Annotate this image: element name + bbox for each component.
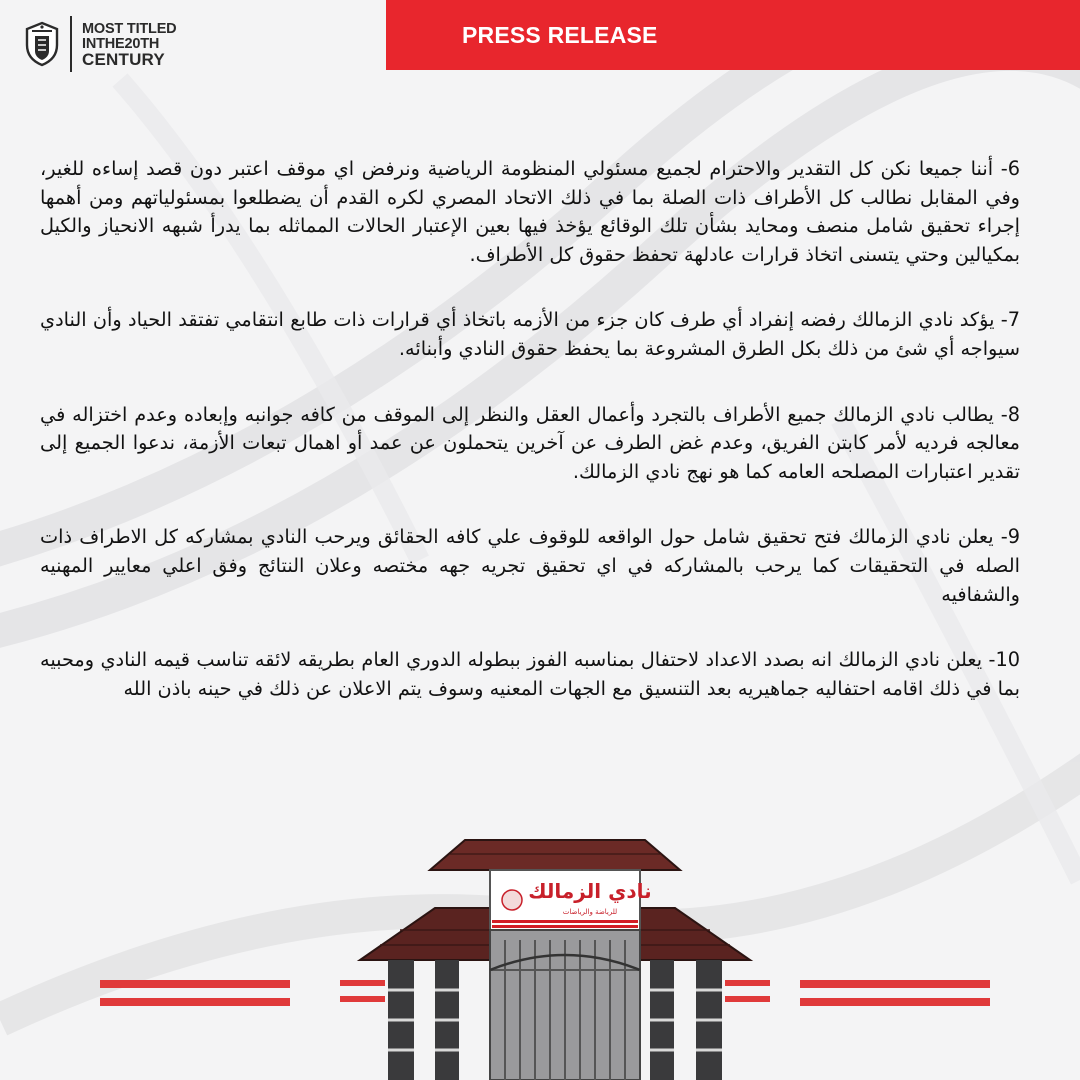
- paragraph-number: 9-: [1000, 525, 1020, 549]
- paragraph-text: يطالب نادي الزمالك جميع الأطراف بالتجرد وأعمال العقل والنظر إلى الموقف من كافه جوانبه وإبعاده وعدم اختزاله في معالجه فرديه لأمر كابتن الفريق، وعدم غض الطرف عن آخرين يتحملون عن عمد أو اهمال تبعات الأزمة، ندعوا الجميع إلى تقدير اعتبارات المصلحه العامه كما هو نهج نادي الزمالك.: [40, 402, 1020, 483]
- paragraph-text: يعلن نادي الزمالك انه بصدد الاعداد لاحتفال بمناسبه الفوز ببطوله الدوري العام بطريقه لائقه تناسب قيمه النادي ومحبيه بما في ذلك اقامه احتفاليه جماهيريه بعد التنسيق مع الجهات المعنيه وسوف يتم الاعلان عن ذلك في حينه باذن الله: [40, 648, 1020, 700]
- press-release-title: PRESS RELEASE: [462, 22, 658, 48]
- paragraph-6: [40, 155, 1020, 269]
- paragraph-number: 10-: [988, 648, 1021, 672]
- building-sign-text: نادي الزمالك: [528, 879, 652, 903]
- building-sign-crest-icon: [502, 890, 522, 910]
- right-red-stripes: [800, 980, 990, 1020]
- club-logo-block: [24, 14, 176, 74]
- paragraph-10: [40, 646, 1020, 703]
- paragraph-text: أننا جميعا نكن كل التقدير والاحترام لجميع مسئولي المنظومة الرياضية ونرفض اي موقف اعتبر دون قصد إساءه للغير، وفي المقابل نطالب كل الأطراف ذات الصلة بما في ذلك الاتحاد المصري لكره القدم أن يضطلعوا بمسئولياتهم ومن أهمها إجراء تحقيق شامل منصف ومحايد بشأن تلك الوقائع يؤخذ فيها بعين الإعتبار الحالات المماثله بما يدرأ شبهه الانحياز والكيل بمكيالين وحتي يتسنى اتخاذ قرارات عادلهة تحفظ حقوق كل الأطراف.: [40, 157, 1020, 266]
- paragraph-text: يعلن نادي الزمالك فتح تحقيق شامل حول الواقعه للوقوف علي كافه الحقائق ويرحب النادي بمشاركه كل الاطراف ذات الصله في التحقيقات كما يرحب بالمشاركه في اي تحقيق تجريه جهه مختصه وعلان النتائج وفق اعلي معايير المهنيه والشفافيه: [40, 525, 1020, 606]
- paragraph-number: 6-: [1000, 157, 1020, 180]
- club-building-illustration: [340, 830, 770, 1080]
- tagline-line-3: CENTURY: [82, 49, 165, 69]
- tagline-line-2: INTHE20TH: [82, 35, 160, 52]
- paragraph-text: يؤكد نادي الزمالك رفضه إنفراد أي طرف كان جزء من الأزمه باتخاذ أي قرارات ذات طابع انتقامي تفتقد الحياد وأن النادي سيواجه أي شئ من ذلك بكل الطرق المشروعة بما يحفظ حقوق النادي وأبنائه.: [40, 308, 1020, 360]
- tagline: [82, 22, 176, 67]
- paragraph-number: 8-: [1000, 402, 1020, 426]
- logo-divider: [70, 16, 72, 72]
- paragraph-9: [40, 523, 1020, 609]
- building-sign-subtext: للرياضة والرياضات: [562, 908, 618, 916]
- left-red-stripes: [100, 980, 290, 1020]
- press-release-body: [40, 155, 1020, 740]
- paragraph-7: [40, 306, 1020, 363]
- paragraph-number: 7-: [1000, 308, 1020, 332]
- paragraph-8: [40, 401, 1020, 487]
- tagline-line-1: MOST TITLED: [82, 20, 177, 37]
- press-release-banner: [386, 0, 1080, 70]
- club-crest-icon: [24, 21, 60, 67]
